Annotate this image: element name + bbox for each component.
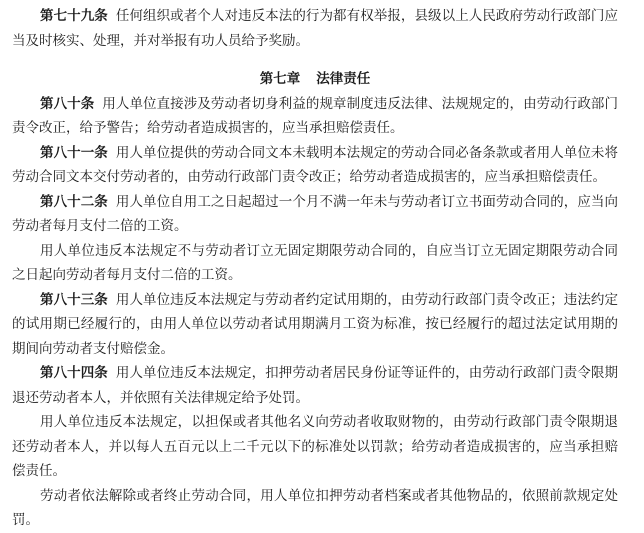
article-82 xyxy=(12,190,618,239)
article-text: 用人单位提供的劳动合同文本未载明本法规定的劳动合同必备条款或者用人单位未将劳动合同文本交付劳动者的，由劳动行政部门责令改正；给劳动者造成损害的，应当承担赔偿责任。 xyxy=(12,144,619,185)
article-number: 第八十二条 xyxy=(40,193,108,210)
chapter-number: 第七章 xyxy=(259,71,301,87)
article-text: 劳动者依法解除或者终止劳动合同，用人单位扣押劳动者档案或者其他物品的，依照前款规定处罚。 xyxy=(12,487,618,528)
article-79 xyxy=(12,4,618,53)
article-number: 第八十三条 xyxy=(40,291,108,308)
article-text: 用人单位直接涉及劳动者切身利益的规章制度违反法律、法规规定的，由劳动行政部门责令改正，给予警告；给劳动者造成损害的，应当承担赔偿责任。 xyxy=(12,95,619,136)
article-text: 用人单位违反本法规定与劳动者约定试用期的，由劳动行政部门责令改正；违法约定的试用期已经履行的，由用人单位以劳动者试用期满月工资为标准，按已经履行的超过法定试用期的期间向劳动者支付赔偿金。 xyxy=(12,291,619,357)
article-text: 用人单位违反本法规定，以担保或者其他名义向劳动者收取财物的，由劳动行政部门责令限期退还劳动者本人，并以每人五百元以上二千元以下的标准处以罚款；给劳动者造成损害的，应当承担赔偿责任。 xyxy=(12,414,618,479)
article-text: 任何组织或者个人对违反本法的行为都有权举报，县级以上人民政府劳动行政部门应当及时核实、处理，并对举报有功人员给予奖励。 xyxy=(12,8,619,49)
document-page xyxy=(12,4,618,533)
article-84-paragraph-3 xyxy=(12,484,618,533)
article-text: 用人单位违反本法规定，扣押劳动者居民身份证等证件的，由劳动行政部门责令限期退还劳动者本人，并依照有关法律规定给予处罚。 xyxy=(12,365,619,406)
chapter-title: 法律责任 xyxy=(316,71,371,87)
article-83 xyxy=(12,288,618,362)
article-text: 用人单位违反本法规定不与劳动者订立无固定期限劳动合同的，自应当订立无固定期限劳动合同之日起向劳动者每月支付二倍的工资。 xyxy=(12,242,618,283)
article-84-paragraph-2 xyxy=(12,410,618,484)
article-text: 用人单位自用工之日起超过一个月不满一年未与劳动者订立书面劳动合同的，应当向劳动者每月支付二倍的工资。 xyxy=(12,193,619,234)
article-number: 第八十一条 xyxy=(40,144,108,161)
article-84 xyxy=(12,361,618,410)
article-81 xyxy=(12,141,618,190)
article-number: 第八十四条 xyxy=(40,365,108,381)
article-82-paragraph-2 xyxy=(12,239,618,288)
article-number: 第八十条 xyxy=(40,95,95,112)
article-80 xyxy=(12,92,618,141)
chapter-heading xyxy=(12,67,618,92)
article-number: 第七十九条 xyxy=(40,8,108,24)
